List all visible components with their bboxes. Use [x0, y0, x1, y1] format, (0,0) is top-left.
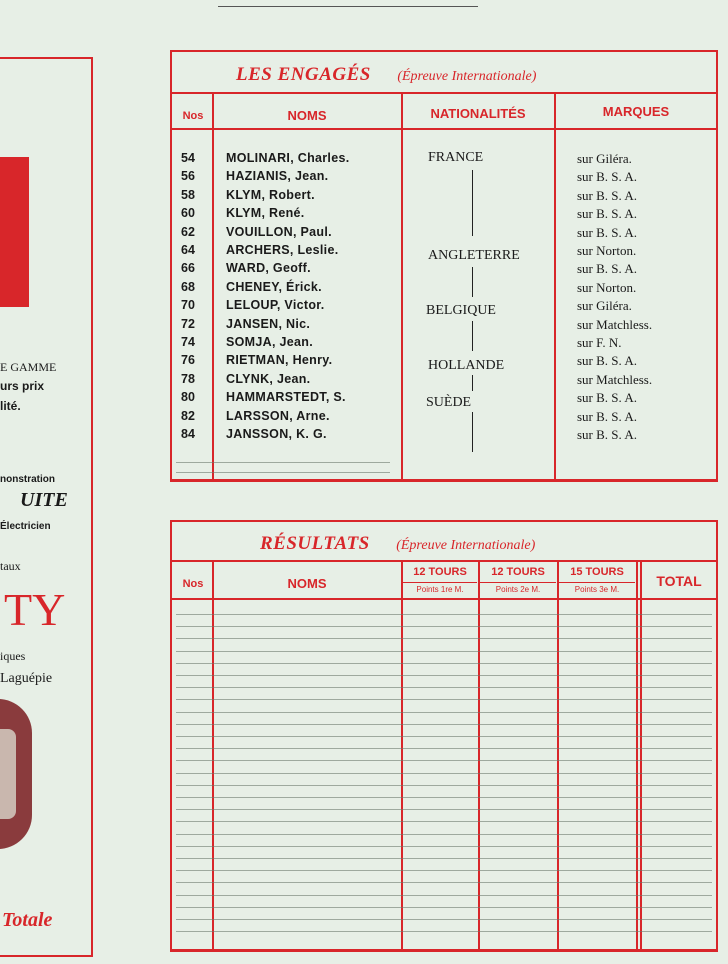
resultats-title: RÉSULTATS: [260, 533, 370, 554]
engages-title: LES ENGAGÉS: [236, 64, 371, 85]
nationality-bracket: [472, 321, 473, 351]
engages-col-sep-1: [212, 92, 214, 479]
engages-blank-line: [176, 472, 390, 473]
top-rule: [218, 6, 478, 7]
result-row-line: [176, 687, 712, 688]
left-advertisement: [0, 57, 93, 957]
engage-name: KLYM, Robert.: [226, 187, 315, 202]
engage-number: 74: [181, 335, 195, 349]
engage-brand: sur B. S. A.: [577, 169, 637, 185]
nationality-bracket: [472, 267, 473, 297]
resultats-subheader-col2: Points 2e M.: [495, 585, 541, 594]
engage-number: 76: [181, 353, 195, 368]
result-row-line: [176, 907, 712, 908]
result-row-line: [176, 870, 712, 871]
resultats-col1-rule: [403, 582, 477, 583]
engage-number: 66: [181, 261, 195, 276]
result-row-line: [176, 809, 712, 810]
result-row-line: [176, 785, 712, 786]
result-row-line: [176, 663, 712, 664]
engage-name: LARSSON, Arne.: [226, 408, 330, 423]
resultats-title-row: [260, 533, 728, 555]
resultats-subtitle: (Épreuve Internationale): [396, 538, 536, 553]
engage-brand: sur Matchless.: [577, 316, 653, 332]
radio-image: [0, 699, 32, 849]
result-row-line: [176, 846, 712, 847]
ad-line-totale: Totale: [2, 909, 53, 931]
ad-line-lite: lité.: [0, 399, 21, 413]
engages-header-rule: [172, 128, 716, 130]
engage-name: MOLINARI, Charles.: [226, 151, 350, 165]
engage-brand: sur B. S. A.: [577, 427, 637, 442]
resultats-title-rule: [172, 560, 716, 562]
engage-name: JANSEN, Nic.: [226, 316, 311, 331]
result-row-line: [176, 651, 712, 652]
engage-number: 54: [181, 151, 195, 165]
engage-number: 58: [181, 187, 195, 202]
nationality-france: FRANCE: [428, 150, 484, 165]
engage-name: HAZIANIS, Jean.: [226, 169, 329, 184]
engages-col-sep-3: [554, 92, 556, 479]
engages-blank-line: [176, 462, 390, 463]
result-row-line: [176, 712, 712, 713]
result-row-line: [176, 834, 712, 835]
engage-brand: sur B. S. A.: [577, 353, 637, 369]
nationality-hollande: HOLLANDE: [428, 358, 505, 373]
engage-number: 70: [181, 298, 195, 313]
engages-header-no: Nos: [182, 110, 204, 122]
engage-name: LELOUP, Victor.: [226, 298, 325, 313]
engage-name: VOUILLON, Paul.: [226, 224, 332, 239]
resultats-header-noms: NOMS: [287, 576, 327, 591]
resultats-header-col2: 12 TOURS: [491, 566, 545, 578]
result-row-line: [176, 821, 712, 822]
nationality-suede: SUÈDE: [426, 395, 472, 410]
result-row-line: [176, 919, 712, 920]
resultats-header-col3: 15 TOURS: [570, 566, 624, 578]
engage-brand: sur F. N.: [577, 335, 622, 350]
engages-col-sep-2: [401, 92, 403, 479]
result-row-line: [176, 895, 712, 896]
engage-name: ARCHERS, Leslie.: [226, 243, 339, 257]
result-row-line: [176, 626, 712, 627]
engage-brand: sur Giléra.: [577, 298, 632, 314]
engage-number: 62: [181, 224, 195, 239]
result-row-line: [176, 797, 712, 798]
ad-line-iques: iques: [0, 649, 26, 663]
engage-number: 78: [181, 371, 195, 386]
engage-name: CLYNK, Jean.: [226, 371, 311, 386]
engage-number: 82: [181, 408, 195, 423]
engage-name: WARD, Geoff.: [226, 261, 311, 276]
engage-brand: sur B. S. A.: [577, 408, 637, 424]
engages-title-rule: [172, 92, 716, 94]
nationality-bracket: [472, 170, 473, 236]
engage-name: HAMMARSTEDT, S.: [226, 390, 346, 405]
ad-big-text: TY: [4, 584, 66, 635]
engages-header-nationalites: NATIONALITÉS: [430, 106, 526, 121]
engage-name: KLYM, René.: [226, 206, 305, 221]
ad-line-aux: taux: [0, 559, 21, 573]
engage-number: 68: [181, 279, 195, 294]
engage-number: 80: [181, 390, 195, 405]
engages-subtitle: (Épreuve Internationale): [397, 69, 537, 84]
ad-line-demonstration: nonstration: [0, 474, 55, 485]
result-row-line: [176, 748, 712, 749]
resultats-col-sep-5: [636, 560, 638, 949]
resultats-col-sep-1: [212, 560, 214, 949]
engage-brand: sur Matchless.: [577, 371, 653, 387]
nationality-belgique: BELGIQUE: [426, 303, 496, 318]
ad-line-uite: UITE: [20, 489, 68, 511]
engage-name: RIETMAN, Henry.: [226, 353, 333, 368]
result-row-line: [176, 882, 712, 883]
resultats-col-sep-2: [401, 560, 403, 949]
resultats-col-sep-4: [557, 560, 559, 949]
engages-header-marques: MARQUES: [602, 104, 670, 119]
engage-brand: sur B. S. A.: [577, 187, 637, 203]
engage-brand: sur B. S. A.: [577, 224, 637, 240]
resultats-header-rule: [172, 598, 716, 600]
result-row-line: [176, 638, 712, 639]
engage-name: JANSSON, K. G.: [226, 427, 327, 441]
result-row-line: [176, 675, 712, 676]
engage-brand: sur Norton.: [577, 243, 637, 258]
resultats-subheader-col3: Points 3e M.: [574, 585, 620, 594]
ad-line-laguepie: Laguépie: [0, 671, 53, 686]
nationality-angleterre: ANGLETERRE: [428, 248, 520, 263]
result-row-line: [176, 614, 712, 615]
ad-line-electricien: Électricien: [0, 521, 51, 532]
resultats-col-sep-5b: [640, 560, 642, 949]
result-row-line: [176, 858, 712, 859]
engage-number: 64: [181, 243, 195, 257]
engage-brand: sur B. S. A.: [577, 206, 637, 222]
resultats-col-sep-3: [478, 560, 480, 949]
engages-panel: [170, 50, 718, 482]
resultats-header-col1: 12 TOURS: [413, 566, 467, 578]
engages-title-row: [236, 64, 728, 86]
resultats-panel: [170, 520, 718, 952]
nationality-bracket: [472, 412, 473, 452]
result-row-line: [176, 699, 712, 700]
resultats-col2-rule: [480, 582, 556, 583]
result-row-line: [176, 931, 712, 932]
resultats-col3-rule: [559, 582, 635, 583]
result-row-line: [176, 773, 712, 774]
result-row-line: [176, 736, 712, 737]
ad-red-letter: [0, 157, 29, 307]
engage-number: 84: [181, 427, 195, 441]
resultats-subheader-col1: Points 1re M.: [416, 585, 464, 594]
engage-number: 56: [181, 169, 195, 184]
ad-line-gamme: E GAMME: [0, 360, 57, 374]
ad-line-prix: urs prix: [0, 379, 45, 393]
engages-header-noms: NOMS: [287, 108, 327, 123]
result-row-line: [176, 760, 712, 761]
engage-number: 72: [181, 316, 195, 331]
engage-brand: sur B. S. A.: [577, 390, 637, 406]
engage-brand: sur Giléra.: [577, 151, 632, 166]
engage-brand: sur Norton.: [577, 279, 637, 295]
resultats-header-no: Nos: [182, 578, 204, 590]
engage-name: SOMJA, Jean.: [226, 335, 313, 349]
resultats-header-total: TOTAL: [656, 573, 702, 589]
result-row-line: [176, 724, 712, 725]
engage-brand: sur B. S. A.: [577, 261, 637, 277]
engage-number: 60: [181, 206, 195, 221]
nationality-bracket: [472, 375, 473, 391]
engage-name: CHENEY, Érick.: [226, 279, 322, 294]
